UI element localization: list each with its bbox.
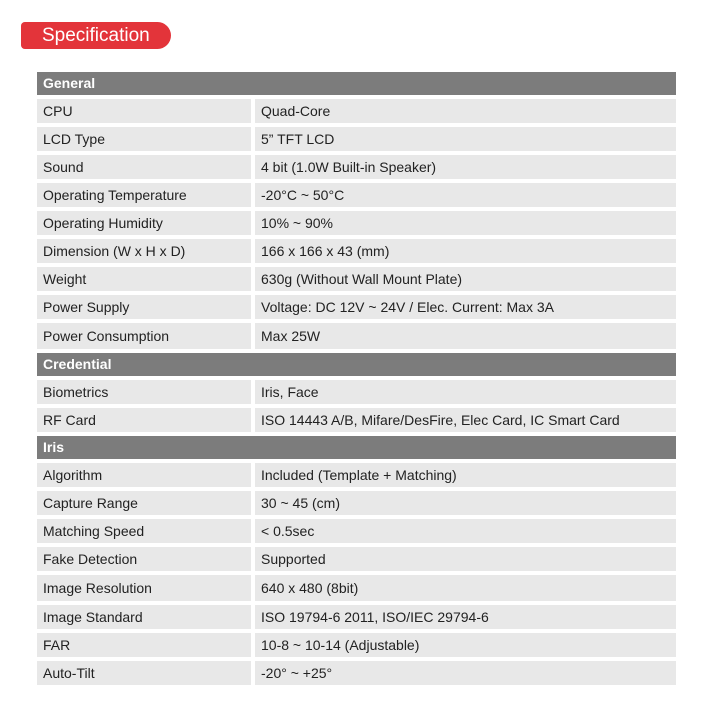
section-header-credential: Credential xyxy=(37,353,676,376)
row-label: Power Supply xyxy=(37,295,251,319)
table-row xyxy=(37,519,676,543)
row-value: ISO 19794-6 2011, ISO/IEC 29794-6 xyxy=(255,605,676,629)
table-row xyxy=(37,661,676,685)
table-row xyxy=(37,155,676,179)
table-row xyxy=(37,211,676,235)
table-row xyxy=(37,99,676,123)
table-row xyxy=(37,491,676,515)
row-label: Fake Detection xyxy=(37,547,251,571)
table-row xyxy=(37,463,676,487)
row-label: LCD Type xyxy=(37,127,251,151)
row-label: Sound xyxy=(37,155,251,179)
row-value: 5” TFT LCD xyxy=(255,127,676,151)
row-value: ISO 14443 A/B, Mifare/DesFire, Elec Card, IC Smart Card xyxy=(255,408,676,432)
table-row xyxy=(37,323,676,349)
row-label: FAR xyxy=(37,633,251,657)
row-value: -20° ~ +25° xyxy=(255,661,676,685)
table-row xyxy=(37,127,676,151)
table-row xyxy=(37,380,676,404)
table-row xyxy=(37,547,676,571)
table-row xyxy=(37,267,676,291)
specification-title-tag xyxy=(21,22,171,49)
table-row xyxy=(37,633,676,657)
row-label: Matching Speed xyxy=(37,519,251,543)
row-label: Algorithm xyxy=(37,463,251,487)
section-header-iris: Iris xyxy=(37,436,676,459)
row-label: Dimension (W x H x D) xyxy=(37,239,251,263)
row-value: Quad-Core xyxy=(255,99,676,123)
row-value: -20°C ~ 50°C xyxy=(255,183,676,207)
row-value: Supported xyxy=(255,547,676,571)
row-value: 10% ~ 90% xyxy=(255,211,676,235)
row-value: 30 ~ 45 (cm) xyxy=(255,491,676,515)
row-value: Iris, Face xyxy=(255,380,676,404)
row-label: Operating Temperature xyxy=(37,183,251,207)
row-label: Auto-Tilt xyxy=(37,661,251,685)
row-value: 166 x 166 x 43 (mm) xyxy=(255,239,676,263)
row-value: 630g (Without Wall Mount Plate) xyxy=(255,267,676,291)
table-row xyxy=(37,183,676,207)
table-row xyxy=(37,605,676,629)
row-value: 640 x 480 (8bit) xyxy=(255,575,676,601)
row-label: Image Standard xyxy=(37,605,251,629)
section-header-general: General xyxy=(37,72,676,95)
row-label: Weight xyxy=(37,267,251,291)
table-row xyxy=(37,408,676,432)
row-label: Power Consumption xyxy=(37,323,251,349)
table-row xyxy=(37,295,676,319)
row-value: 4 bit (1.0W Built-in Speaker) xyxy=(255,155,676,179)
row-value: Max 25W xyxy=(255,323,676,349)
row-label: Image Resolution xyxy=(37,575,251,601)
row-value: < 0.5sec xyxy=(255,519,676,543)
table-row xyxy=(37,239,676,263)
row-value: Included (Template + Matching) xyxy=(255,463,676,487)
page-title: Specification xyxy=(42,25,150,46)
row-label: Operating Humidity xyxy=(37,211,251,235)
row-label: Biometrics xyxy=(37,380,251,404)
spec-table xyxy=(37,72,676,689)
row-label: Capture Range xyxy=(37,491,251,515)
row-label: RF Card xyxy=(37,408,251,432)
table-row xyxy=(37,575,676,601)
row-value: Voltage: DC 12V ~ 24V / Elec. Current: Max 3A xyxy=(255,295,676,319)
row-label: CPU xyxy=(37,99,251,123)
row-value: 10-8 ~ 10-14 (Adjustable) xyxy=(255,633,676,657)
